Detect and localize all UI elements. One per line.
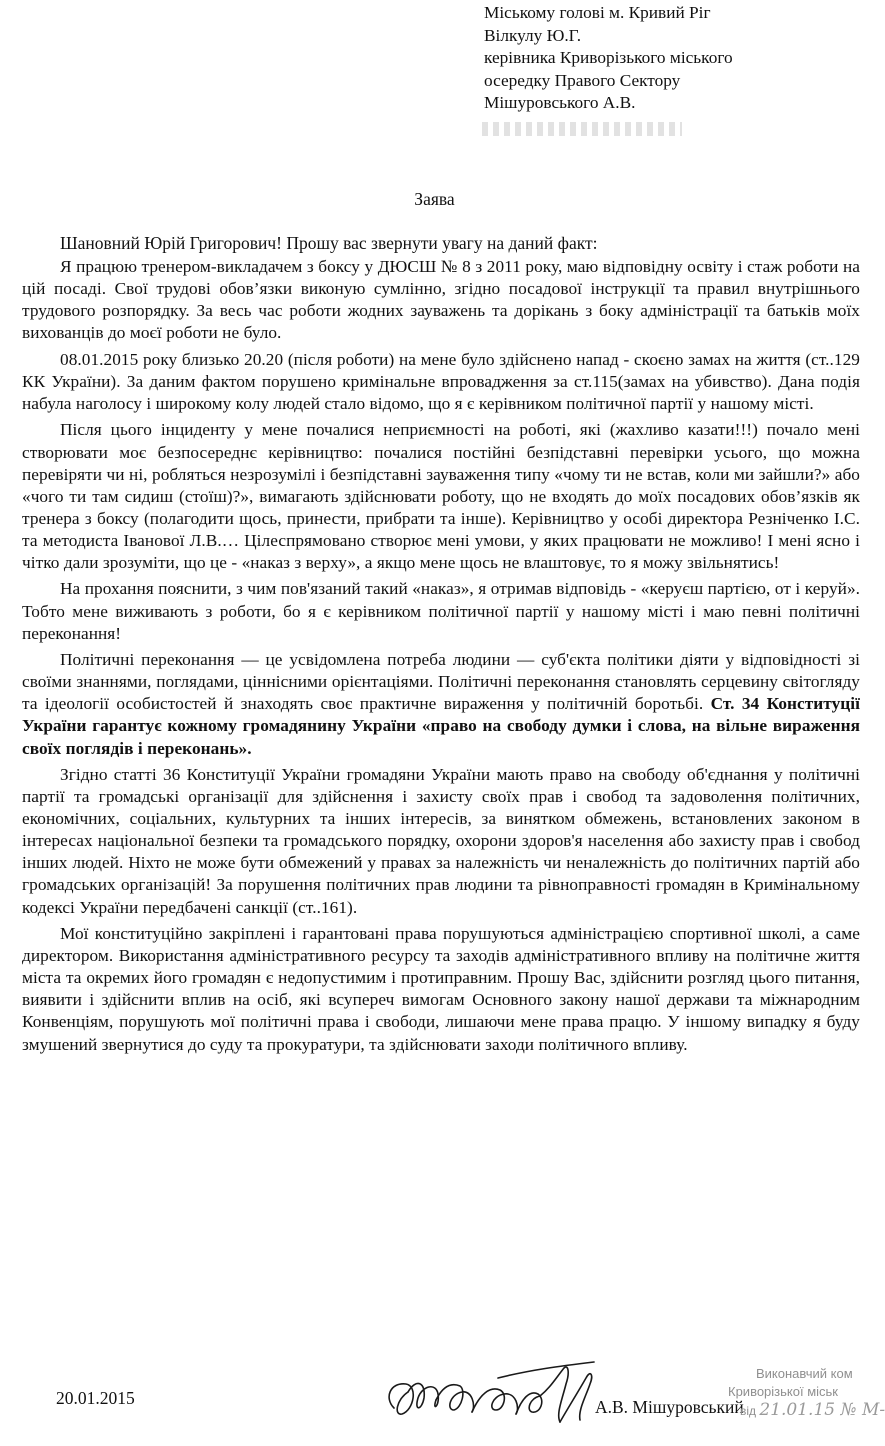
paragraph: На прохання пояснити, з чим пов'язаний такий «наказ», я отримав відповідь - «керуєш партією, от і керуй». Тобто мене виживають з роботи, бо я є керівником політичної партії у нашому місті і маю певні політичні переконання! [22,579,860,643]
addressee-line: Міському голові м. Кривий Ріг [484,3,711,22]
addressee-line: осередку Правого Сектору [484,70,681,90]
paragraph: Згідно статті 36 Конституції України громадяни України мають право на свободу об'єднання у політичні партії та громадські організації для здійснення і захисту своїх прав і свобод та задоволення політичних, економічних, соціальних, культурних та інших інтересів, за винятком обмежень, встановлених законом в інтересах національної безпеки та громадського порядку, охорони здоров'я населення або захисту прав і свобод інших людей. Ніхто не може бути обмежений у правах за належність чи неналежність до політичних партій або громадських організацій! За порушення політичних прав людини та рівноправності громадян в Кримінальному кодексі України передбачені санкції (ст..161). [22,765,860,917]
paragraph-text: Політичні переконання — це усвідомлена потреба людини — суб'єкта політики діяти у відповідності зі своїми знаннями, поглядами, ціннісними орієнтаціями. Політичні переконання становлять серцевину світогляду та ідеології особистостей й знаходять своє практичне вираження у політичній боротьбі. [22,650,860,714]
document-date: 20.01.2015 [56,1388,135,1408]
stamp-line: Виконавчий ком [756,1366,853,1381]
document-title: Заява [414,189,455,209]
stamp-handwritten-number: 21.01.15 № М- [759,1400,885,1420]
redacted-smudge [482,122,682,136]
paragraph: 08.01.2015 року близько 20.20 (після роботи) на мене було здійснено напад - скоєно замах на життя (ст..129 КК України). За даним фактом порушено кримінальне впровадження за ст.115(замах на убивство). Дана подія набула наголосу і широкому колу людей стало відомо, що я є керівником політичної партії у нашому місті. [22,349,860,413]
signer-name: А.В. Мішуровський [595,1397,744,1417]
stamp-prefix: від [740,1404,757,1418]
stamp-line: Криворізької міськ [728,1384,838,1399]
paragraph: Я працюю тренером-викладачем з боксу у ДЮСШ № 8 з 2011 року, маю відповідну освіту і стаж роботи на цій посаді. Свої трудові обов’язки виконую сумлінно, згідно посадової інструкції та правил внутрішнього трудового розпорядку. За весь час роботи жодних зауважень та дорікань з боку адміністрації та батьків моїх вихованців до моєї роботи не було. [22,257,860,343]
stamp-number-line [740,1400,885,1420]
paragraph: Мої конституційно закріплені і гарантовані права порушуються адміністрацією спортивної школі, а саме директором. Використання адміністративного ресурсу та заходів адміністративного впливу на політичне життя міста та окремих його громадян є недопустимим і протиправним. Прошу Вас, здійснити розгляд цього питання, виявити і здійснити вплив на осіб, які всупереч вимогам Основного закону нашої держави та міжнародним Конвенціям, порушують мої політичні права і свободи, лишаючи мене права працю. У іншому випадку я буду змушений звернутися до суду та прокуратури, та здійснювати заходи політичного впливу. [22,924,860,1054]
addressee-block [484,2,864,115]
document-body [22,256,860,1060]
registration-stamp [728,1365,885,1445]
paragraph: Після цього інциденту у мене почалися неприємності на роботі, які (жахливо казати!!!) почало мені створювати моє безпосереднє керівництво: почалися постійні безпідставні перевірки усього, що можна перевіряти чи ні, робляться незрозумілі і безпідставні зауваження типу «чому ти не встав, коли ми зайшли?» або «чого ти там сидиш (стоїш)?», вимагають здійснювати роботу, що не входять до моїх посадових обов’язків як тренера з боксу (полагодити щось, принести, прибрати та інше). Керівництво у особі директора Резніченко І.С. та методиста Іванової Л.В.… Цілеспрямовано створює мені умови, у яких працювати не можливо! І мені ясно і чітко дали зрозуміти, що це - «наказ з верху», а якщо мене щось не влаштовує, то я можу звільнятись! [22,420,860,572]
salutation: Шановний Юрій Григорович! Прошу вас звернути увагу на даний факт: [60,233,598,253]
addressee-line: Мішуровського А.В. [484,93,636,113]
constitution-quote: Ст. 34 Конституції України гарантує кожному громадянину України «право на свободу думки і слова, на вільне вираження своїх поглядів і переконань». [22,694,860,758]
addressee-line: керівника Криворізького міського [484,48,733,68]
addressee-line: Вілкулу Ю.Г. [484,25,582,45]
paragraph [22,649,860,759]
signature-icon [380,1348,610,1436]
